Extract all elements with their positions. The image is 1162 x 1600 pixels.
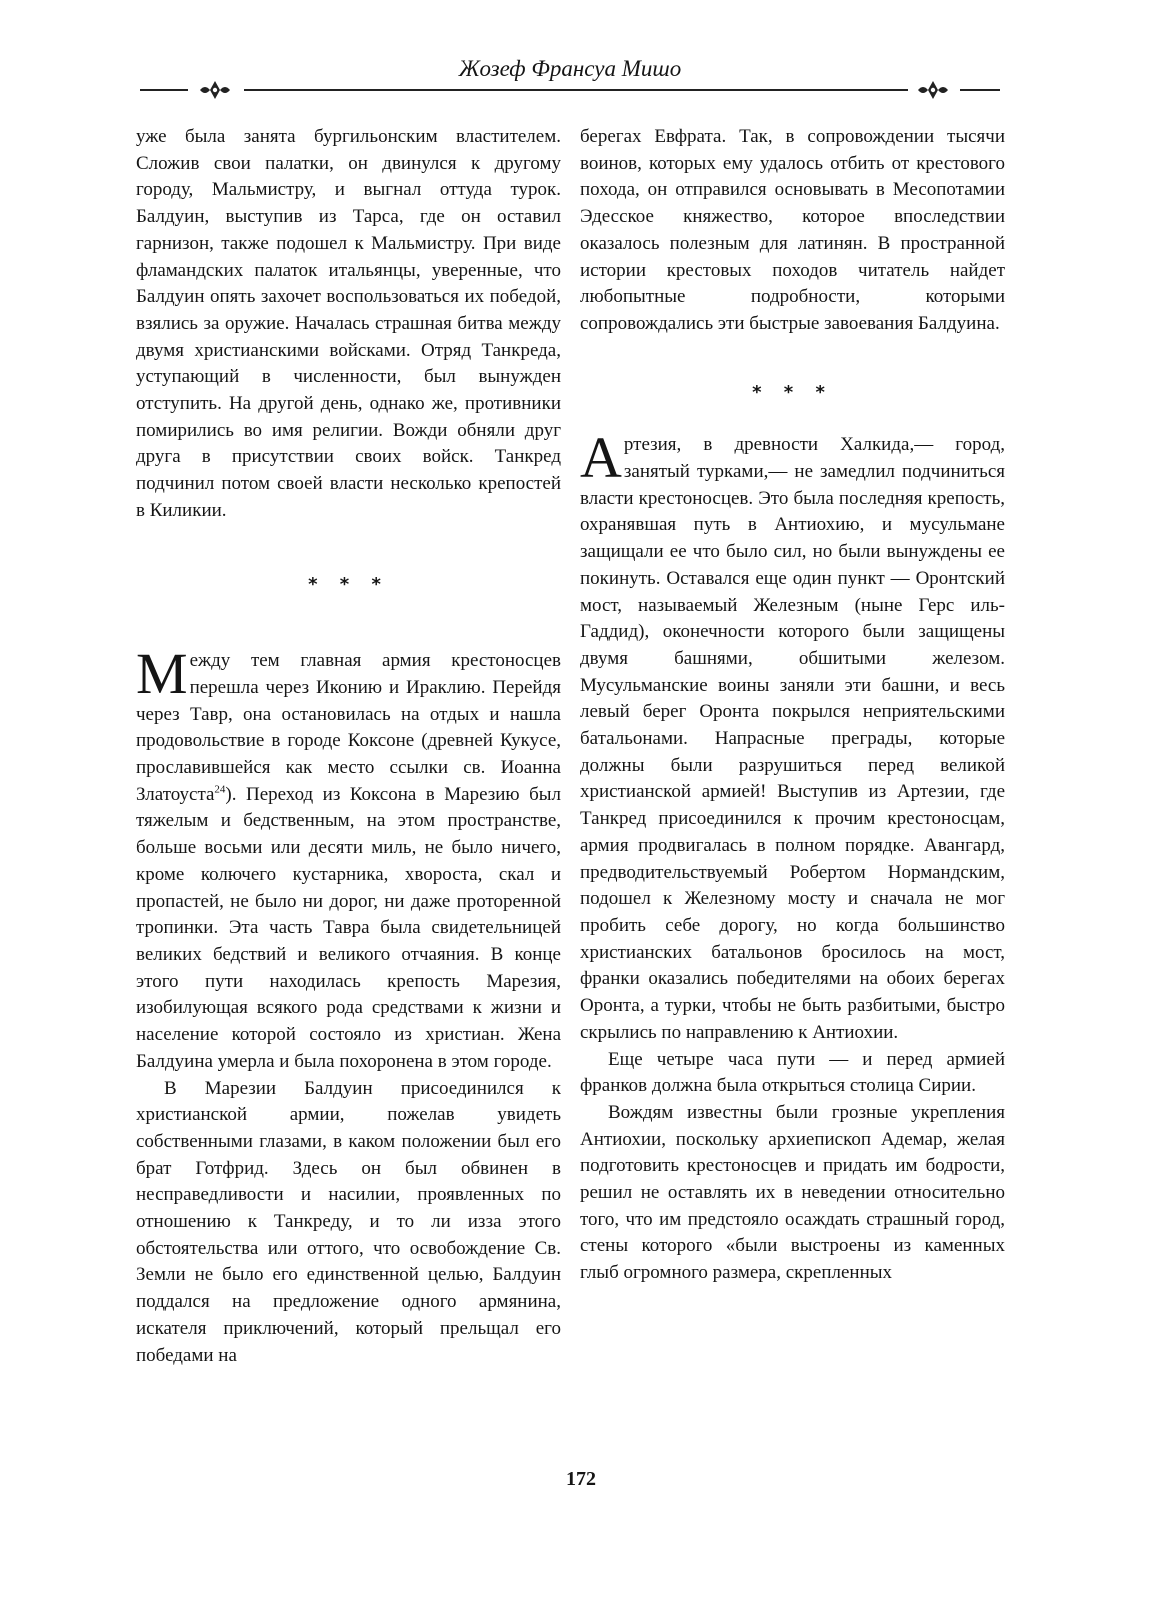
paragraph-text: ежду тем главная армия крестоносцев перешла через Иконию и Ираклию. Перейдя через Тавр, она остановилась на отдых и нашла продовольствие в городе Коксоне (древней Кукусе, прославившейся как место ссылки св. Иоанна Златоуста [136,650,561,805]
running-header [140,52,1000,102]
paragraph: берегах Евфрата. Так, в сопровождении тысячи воинов, которых ему удалось отбить от крестового похода, он отправился основывать в Месопотамии Эдесское княжество, которое впоследствии оказалось полезным для латинян. В пространной истории крестовых походов читатель найдет любопытные подробности, которыми сопровождались эти быстрые завоевания Балдуина. [580,126,1005,334]
header-rule-right [960,89,1000,91]
section-separator: * * * [308,573,389,595]
paragraph: В Марезии Балдуин присоединился к христианской армии, пожелав увидеть собственными глазами, в каком положении был его брат Готфрид. Здесь он был обвинен в несправедливости и насилии, проявленных по отношению к Танкреду, и то ли изза этого обстоятельства или оттого, что освобождение Св. Земли не было его единственной целью, Балдуин поддался на предложение одного армянина, искателя приключений, который прельщал его победами на [136,1077,561,1366]
paragraph-with-dropcap [136,641,561,1075]
header-rule-middle [244,89,908,91]
fleuron-ornament-icon [916,79,950,101]
paragraph: Вождям известны были грозные укрепления Антиохии, поскольку архиепископ Адемар, желая подготовить крестоносцев и придать им бодрости, решил не оставлять их в неведении относительно того, что им предстояло осаждать страшный город, стены которого «были выстроены из каменных глыб огромного размера, скрепленных [580,1101,1005,1284]
footnote-reference: 24 [214,783,226,796]
right-text-column [580,124,1005,1287]
drop-cap: М [136,641,188,707]
fleuron-ornament-icon [198,79,232,101]
header-rule-left [140,89,188,91]
left-text-column [136,124,561,1369]
paragraph-with-dropcap [580,425,1005,1046]
paragraph-text: ртезия, в древности Халкида,— город, занятый турками,— не замедлил подчиниться власти крестоносцев. Это была последняя крепость, охранявшая путь в Антиохию, и мусульмане защищали ее что было сил, но были вынуждены ее покинуть. Оставался еще один пункт — Оронтский мост, называемый Железным (ныне Герс иль-Гаддид), оконечности которого были защищены двумя башнями, обшитыми железом. Мусульманские воины заняли эти башни, и весь левый берег Оронта покрылся неприятельскими батальонами. Напрасные преграды, которые должны были разрушиться перед великой христианской армией! Выступив из Артезии, где Танкред присоединился к прочим крестоносцам, армия продвигалась в полном порядке. Авангард, предводительствуемый Робертом Нормандским, подошел к Железному мосту и сначала не мог пробить себе дорогу, но когда большинство христианских батальонов бросилось на мост, франки оказались победителями на обоих берегах Оронта, а турки, чтобы не быть разбитыми, быстро скрылись по направлению к Антиохии. [580,434,1005,1043]
section-separator: * * * [752,381,833,403]
paragraph-text-continued: ). Переход из Коксона в Марезию был тяжелым и бедственным, на этом пространстве, больше восьми или десяти миль, не было ничего, кроме колючего кустарника, хвороста, скал и пропастей, не было ни дорог, ни даже проторенной тропинки. Эта часть Тавра была свидетельницей великих бедствий и великого отчаяния. В конце этого пути находилась крепость Марезия, изобилующая всякого рода средствами к жизни и население которой состояло из христиан. Жена Балдуина умерла и была похоронена в этом городе. [136,783,561,1072]
page-number: 172 [566,1468,596,1490]
paragraph: уже была занята бургильонским властителем. Сложив свои палатки, он двинулся к другому городу, Мальмистру, и выгнал оттуда турок. Балдуин, выступив из Тарса, где он оставил гарнизон, также подошел к Мальмистру. При виде фламандских палаток итальянцы, уверенные, что Балдуин опять захочет воспользоваться их победой, взялись за оружие. Началась страшная битва между двумя христианскими войсками. Отряд Танкреда, уступающий в численности, был вынужден отступить. На другой день, однако же, противники помирились во имя религии. Вожди обняли друг друга в присутствии своих войск. Танкред подчинил потом своей власти несколько крепостей в Киликии. [136,126,561,521]
header-author-title: Жозеф Франсуа Мишо [458,56,682,81]
paragraph: Еще четыре часа пути — и перед армией франков должна была открыться столица Сирии. [580,1048,1005,1097]
drop-cap: А [580,425,622,491]
